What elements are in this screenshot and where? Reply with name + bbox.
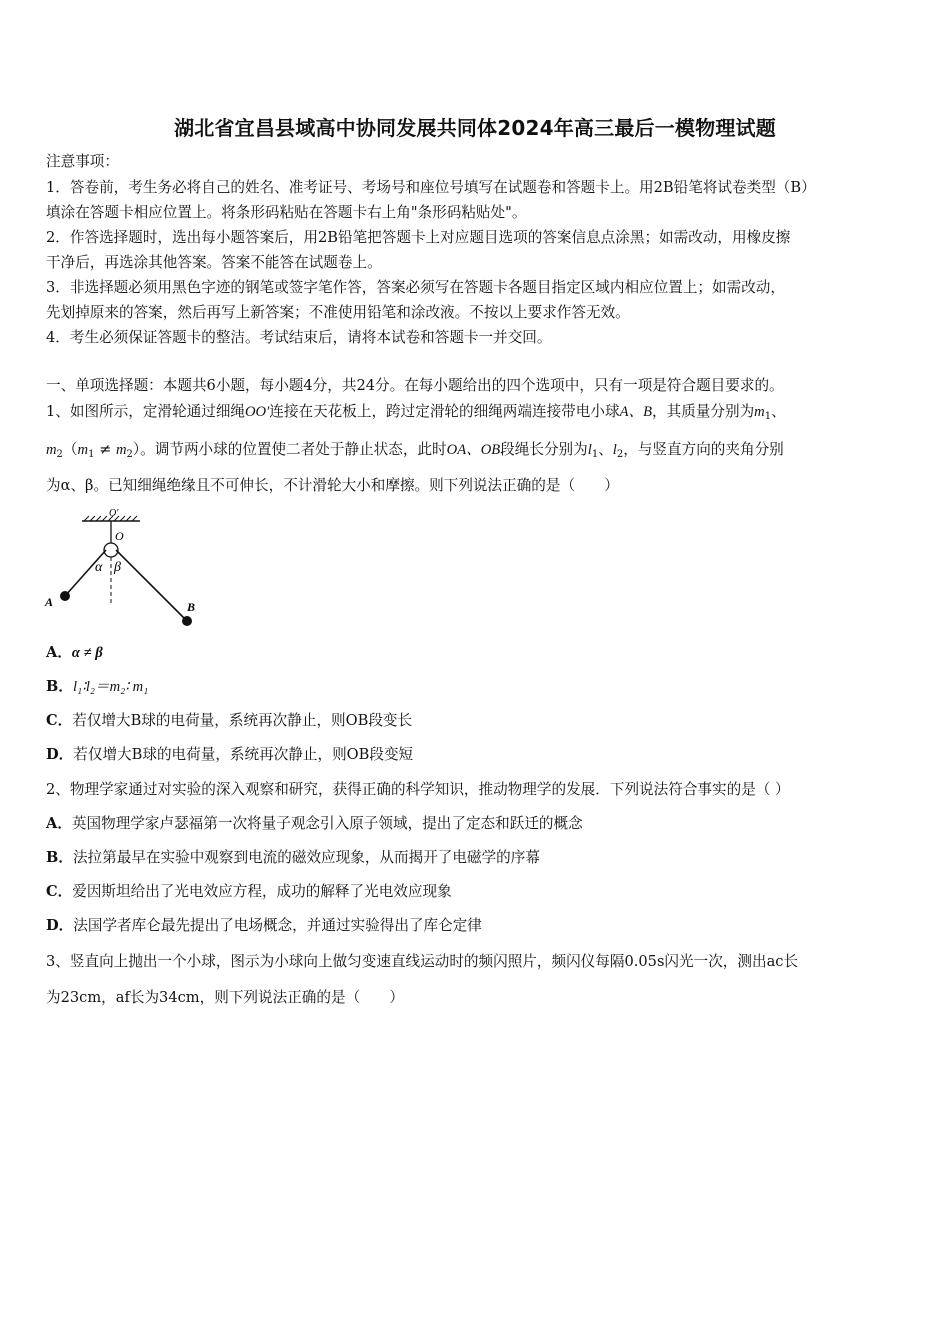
math-sub: 1 [88, 449, 95, 460]
text-run: 、 [771, 403, 786, 420]
q1-option-c [46, 711, 916, 731]
option-text: α ≠ β [71, 645, 103, 661]
q2-stem: 2、物理学家通过对实验的深入观察和研究，获得正确的科学知识，推动物理学的发展．下列说法符合事实的是（ ） [46, 781, 790, 798]
math-m: m [77, 442, 89, 458]
option-text: 法国学者库仑最先提出了电场概念，并通过实验得出了库仑定律 [73, 917, 482, 934]
option-text: 爱因斯坦给出了光电效应方程，成功的解释了光电效应现象 [72, 883, 452, 900]
math-oo: OO′ [245, 404, 270, 420]
q2-option-d [46, 916, 916, 936]
text-run: 连接在天花板上，跨过定滑轮的细绳两端连接带电小球 [269, 403, 620, 420]
notice-line: 干净后，再选涂其他答案。答案不能答在试题卷上。 [46, 254, 382, 271]
math-m: m [115, 442, 127, 458]
q2-option-a [46, 814, 916, 834]
math-sub: 1 [591, 449, 599, 460]
label-b: B [187, 600, 196, 614]
text-run: ，其质量分别为 [652, 403, 755, 420]
notice-line: 填涂在答题卡相应位置上。将条形码粘贴在答题卡右上角"条形码粘贴处"。 [46, 204, 527, 221]
math-l: l [612, 442, 617, 458]
notice-line: 2．作答选择题时，选出每小题答案后，用2B铅笔把答题卡上对应题目选项的答案信息点涂黑；如需改动，用橡皮擦 [46, 229, 791, 246]
text-run: 段绳长分别为 [500, 441, 588, 458]
math-ab: A、B [619, 404, 652, 420]
math-m: m [46, 442, 57, 458]
section-heading: 一、单项选择题：本题共6小题，每小题4分，共24分。在每小题给出的四个选项中，只有一项是符合题目要求的。 [46, 377, 784, 394]
text-run: ，与竖直方向的夹角分别 [623, 441, 784, 458]
q1-option-b [46, 677, 916, 697]
notice-line: 先划掉原来的答案，然后再写上新答案；不准使用铅笔和涂改液。不按以上要求作答无效。 [46, 304, 630, 321]
pulley-circle [104, 543, 118, 557]
option-label: D． [46, 746, 74, 763]
math-sub: 2 [56, 449, 63, 460]
q2-option-b [46, 848, 916, 868]
option-label: B． [46, 849, 73, 866]
q3-stem-line1: 3、竖直向上抛出一个小球，图示为小球向上做匀变速直线运动时的频闪照片，频闪仪每隔0.05s闪光一次，测出ac长 [46, 953, 799, 970]
notice-line: 1．答卷前，考生务必将自己的姓名、准考证号、考场号和座位号填写在试题卷和答题卡上。用2B铅笔将试卷类型（B） [46, 179, 816, 196]
pulley-figure [40, 505, 210, 630]
option-text: 若仅增大B球的电荷量，系统再次静止，则OB段变短 [73, 746, 414, 763]
q1-option-d [46, 745, 916, 765]
rope-ob [116, 550, 187, 621]
option-text: 英国物理学家卢瑟福第一次将量子观念引入原子领域，提出了定态和跃迁的概念 [71, 815, 583, 832]
label-o-prime: O′ [109, 508, 119, 519]
q3-stem-line2: 为23cm，af长为34cm，则下列说法正确的是（ ） [46, 989, 404, 1006]
q1-stem-line3: 为α、β。已知细绳绝缘且不可伸长，不计滑轮大小和摩擦。则下列说法正确的是（ ） [46, 477, 619, 494]
option-label: A． [46, 815, 72, 832]
q1-option-a [46, 643, 916, 663]
ball-b [182, 616, 192, 626]
ball-a [60, 591, 70, 601]
option-label: D． [46, 917, 74, 934]
math-sub: 1 [764, 411, 772, 422]
math-m: m [754, 404, 765, 420]
option-label: A． [46, 644, 72, 661]
notice-line: 3．非选择题必须用黑色字迹的钢笔或签字笔作答，答案必须写在答题卡各题目指定区域内相应位置上；如需改动， [46, 279, 785, 296]
math-sub: 2 [616, 449, 624, 460]
math-sub: 2 [126, 449, 133, 460]
math-neq: ≠ [94, 441, 116, 458]
label-a: A [45, 595, 54, 609]
notice-line: 4．考生必须保证答题卡的整洁。考试结束后，请将本试卷和答题卡一并交回。 [46, 329, 552, 346]
math-l: l [587, 442, 592, 458]
page-title: 湖北省宜昌县域高中协同发展共同体2024年高三最后一模物理试题 [174, 116, 776, 140]
text-run: 、 [598, 441, 613, 458]
math-oa-ob: OA、OB [446, 442, 501, 458]
label-o: O [115, 529, 124, 543]
q1-stem-line2 [46, 440, 916, 465]
label-alpha: α [95, 560, 103, 575]
text-run: （ [62, 441, 78, 458]
q2-option-c [46, 882, 916, 902]
option-label: C． [46, 883, 73, 900]
option-label: C． [46, 712, 73, 729]
option-text: 法拉第最早在实验中观察到电流的磁效应现象，从而揭开了电磁学的序幕 [72, 849, 540, 866]
text-run: ）。调节两小球的位置使二者处于静止状态，此时 [132, 441, 447, 458]
label-beta: β [114, 560, 121, 575]
notice-heading: 注意事项： [46, 153, 119, 170]
option-label: B． [46, 678, 73, 695]
q1-stem-line1 [46, 402, 916, 427]
text-run: 1、如图所示，定滑轮通过细绳 [46, 403, 246, 420]
option-text: l₁∶l₂＝m₂∶ m₁ [72, 679, 149, 695]
option-text: 若仅增大B球的电荷量，系统再次静止，则OB段变长 [72, 712, 413, 729]
